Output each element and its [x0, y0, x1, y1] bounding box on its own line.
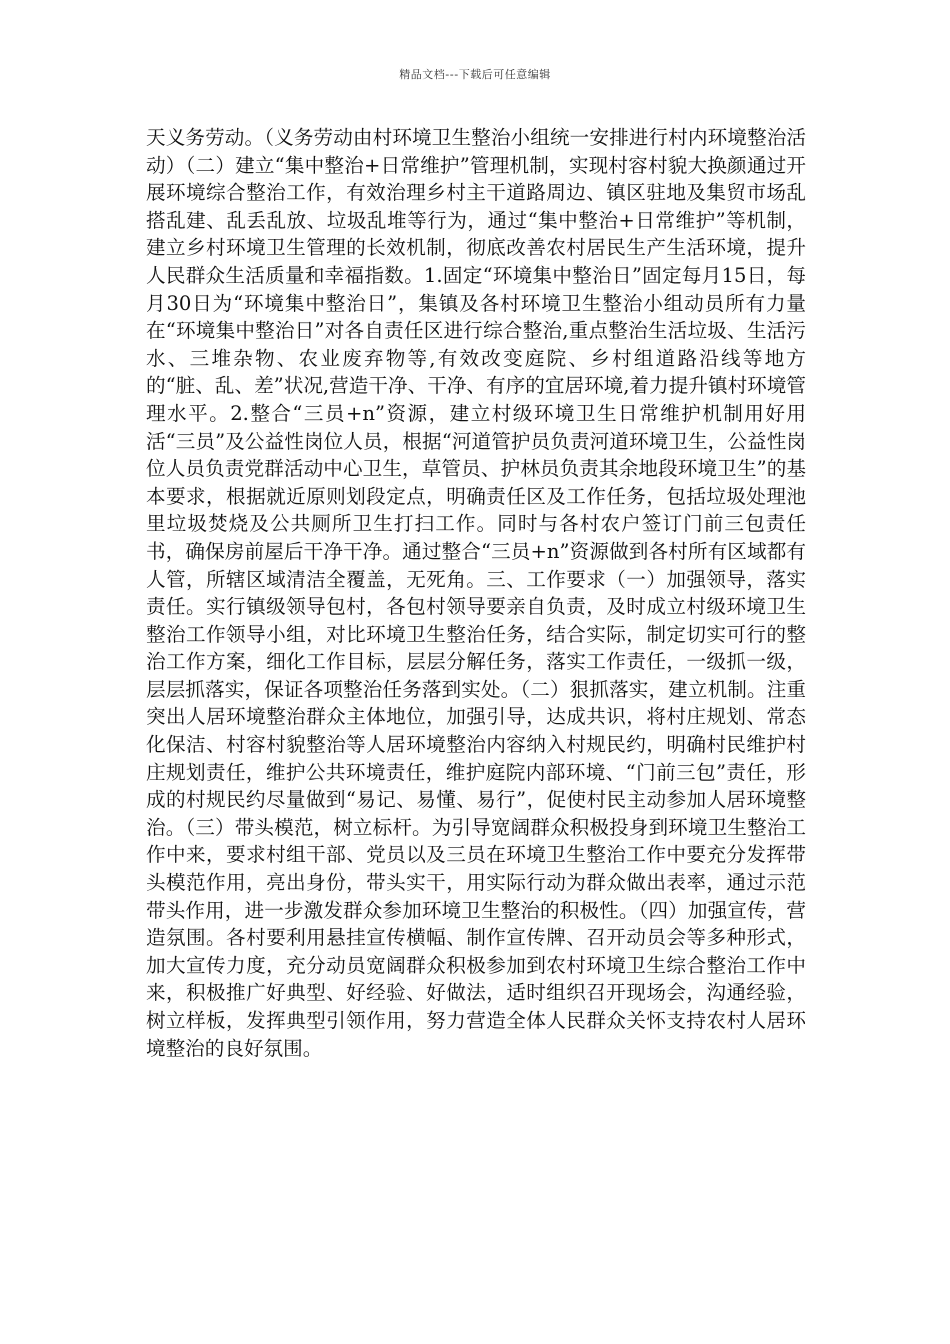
page-header: 精品文档---下载后可任意编辑 [399, 68, 551, 81]
document-body-text: 天义务劳动。（义务劳动由村环境卫生整治小组统一安排进行村内环境整治活动）（二）建立“集中整治+日常维护”管理机制，实现村容村貌大换颜通过开展环境综合整治工作，有效治理乡村主干道路周边、镇区驻地及集贸市场乱搭乱建、乱丢乱放、垃圾乱堆等行为，通过“集中整治+日常维护”等机制，建立乡村环境卫生管理的长效机制，彻底改善农村居民生产生活环境，提升人民群众生活质量和幸福指数。1.固定“环境集中整治日”固定每月15日，每月30日为“环境集中整治日”，集镇及各村环境卫生整治小组动员所有力量在“环境集中整治日”对各自责任区进行综合整治,重点整治生活垃圾、生活污水、三堆杂物、农业废弃物等,有效改变庭院、乡村组道路沿线等地方的“脏、乱、差”状况,营造干净、干净、有序的宜居环境,着力提升镇村环境管理水平。2.整合“三员+n”资源，建立村级环境卫生日常维护机制用好用活“三员”及公益性岗位人员，根据“河道管护员负责河道环境卫生，公益性岗位人员负责党群活动中心卫生，草管员、护林员负责其余地段环境卫生”的基本要求，根据就近原则划段定点，明确责任区及工作任务，包括垃圾处理池里垃圾焚烧及公共厕所卫生打扫工作。同时与各村农户签订门前三包责任书，确保房前屋后干净干净。通过整合“三员+n”资源做到各村所有区域都有人管，所辖区域清洁全覆盖，无死角。三、工作要求（一）加强领导，落实责任。实行镇级领导包村，各包村领导要亲自负责，及时成立村级环境卫生整治工作领导小组，对比环境卫生整治任务，结合实际，制定切实可行的整治工作方案，细化工作目标，层层分解任务，落实工作责任，一级抓一级，层层抓落实，保证各项整治任务落到实处。（二）狠抓落实，建立机制。注重突出人居环境整治群众主体地位，加强引导，达成共识，将村庄规划、常态化保洁、村容村貌整治等人居环境整治内容纳入村规民约，明确村民维护村庄规划责任，维护公共环境责任，维护庭院内部环境、“门前三包”责任，形成的村规民约尽量做到“易记、易懂、易行”，促使村民主动参加人居环境整治。（三）带头模范，树立标杆。为引导宽阔群众积极投身到环境卫生整治工作中来，要求村组干部、党员以及三员在环境卫生整治工作中要充分发挥带头模范作用，亮出身份，带头实干，用实际行动为群众做出表率，通过示范带头作用，进一步激发群众参加环境卫生整治的积极性。（四）加强宣传，营造氛围。各村要利用悬挂宣传横幅、制作宣传牌、召开动员会等多种形式，加大宣传力度，充分动员宽阔群众积极参加到农村环境卫生综合整治工作中来，积极推广好典型、好经验、好做法，适时组织召开现场会，沟通经验，树立样板，发挥典型引领作用，努力营造全体人民群众关怀支持农村人居环境整治的良好氛围。 [146, 126, 806, 1060]
